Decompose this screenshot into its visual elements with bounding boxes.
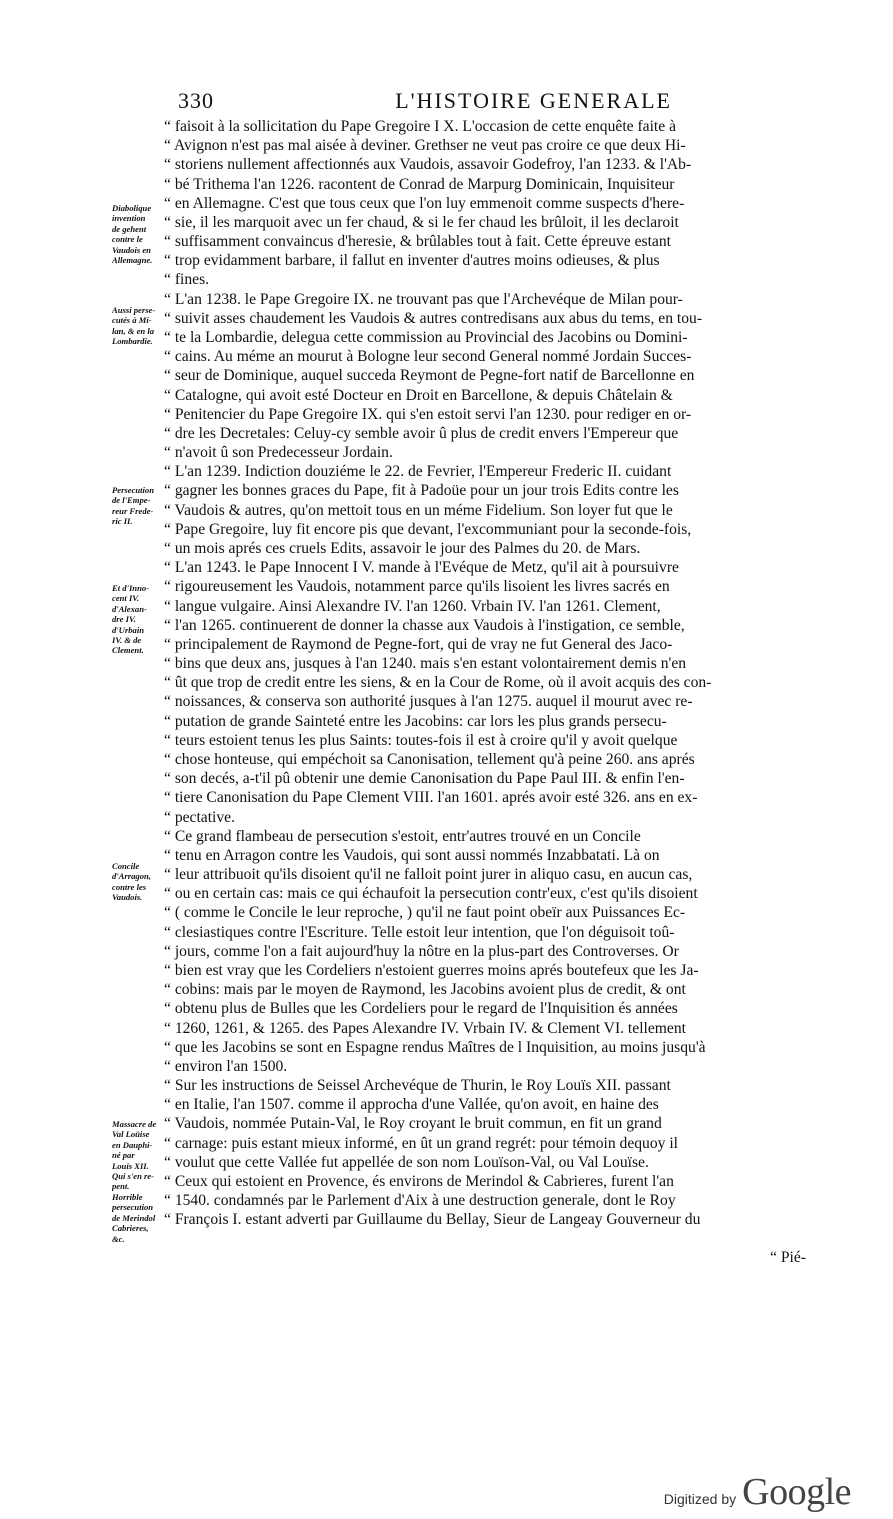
margin-note-line: Cabrieres, [112, 1223, 149, 1234]
margin-note-line: pent. [112, 1181, 130, 1192]
margin-note-line: contre les [112, 881, 147, 892]
margin-note-line: reur Frede- [112, 505, 154, 516]
catchword: “ Pié- [770, 1249, 806, 1266]
text-line: “ son decés, a-t'il pû obtenir une demie Canonisation du Pape Paul III. & enfin l'en- [164, 770, 685, 788]
text-line: “ voulut que cette Vallée fut appellée de son nom Louïson-Val, ou Val Louïse. [164, 1153, 649, 1171]
text-line: “ Penitencier du Pape Gregoire IX. qui s'en estoit servi l'an 1230. pour rediger en or- [164, 405, 692, 423]
margin-note-line: Aussi perse- [112, 305, 156, 315]
text-line: “ chose honteuse, qui empéchoit sa Canonisation, tellement qu'à peine 260. ans aprés [164, 750, 695, 768]
text-line: “ ût que trop de credit entre les siens, & en la Cour de Rome, où il avoit acquis des con- [164, 674, 712, 692]
text-line: “ tiere Canonisation du Pape Clement VIII. l'an 1601. aprés avoir esté 326. ans en ex- [164, 789, 698, 807]
text-line: “ dre les Decretales: Celuy-cy semble avoir û plus de credit envers l'Empereur que [164, 424, 679, 442]
margin-note-line: de l'Empe- [112, 495, 151, 506]
text-line: “ environ l'an 1500. [164, 1057, 288, 1075]
watermark-prefix: Digitized by [663, 1491, 737, 1507]
margin-note-line: Qui s'en re- [112, 1171, 155, 1182]
text-line: “ tenu en Arragon contre les Vaudois, qui sont aussi nommés Inzabbatati. Là on [164, 846, 660, 864]
text-line: “ Pape Gregoire, luy fit encore pis que devant, l'excommuniant pour la seconde-fois, [164, 520, 692, 538]
text-line: “ faisoit à la sollicitation du Pape Gregoire I X. L'occasion de cette enquête faite à [164, 118, 676, 135]
text-line: “ trop evidamment barbare, il fallut en inventer d'autres moins odieuses, & plus [164, 252, 660, 270]
margin-note-line: contre le [112, 234, 143, 245]
running-header [178, 88, 672, 114]
margin-note-line: persecution [112, 1202, 154, 1213]
text-line: “ L'an 1238. le Pape Gregoire IX. ne trouvant pas que l'Archevéque de Milan pour- [164, 290, 683, 308]
google-logo: Google [742, 1471, 851, 1513]
text-line: “ carnage: puis estant mieux informé, en ût un grand regrét: pour témoin dequoy il [164, 1134, 679, 1152]
text-line: “ Avignon n'est pas mal aisée à deviner. Grethser ne veut pas croire ce que deux Hi- [164, 137, 686, 155]
margin-note-line: dre IV. [112, 614, 136, 625]
text-line: “ n'avoit û son Predecesseur Jordain. [164, 444, 393, 462]
text-line: “ que les Jacobins se sont en Espagne rendus Maîtres de l Inquisition, au moins jusqu'à [164, 1038, 706, 1056]
text-line: “ Vaudois, nommée Putain-Val, le Roy croyant le bruit commun, en fit un grand [164, 1115, 662, 1133]
text-line: “ Ce grand flambeau de persecution s'estoit, entr'autres trouvé en un Concile [164, 827, 641, 845]
text-line: “ fines. [164, 271, 210, 289]
text-line: “ Sur les instructions de Seissel Archevéque de Thurin, le Roy Louïs XII. passant [164, 1077, 671, 1094]
page-number: 330 [178, 88, 214, 113]
google-watermark [664, 1470, 851, 1514]
text-line: “ jours, comme l'on a fait aujourd'huy la nôtre en la plus-part des Controverses. Or [164, 942, 679, 960]
margin-note-line: Vaudois. [112, 892, 143, 903]
text-line: “ rigoureusement les Vaudois, notamment parce qu'ils lisoient les livres sacrés en [164, 578, 670, 596]
margin-note-line: Allemagne. [112, 255, 153, 266]
margin-note-line: Persecution [112, 485, 155, 495]
margin-note-line: cutés à Mi- [112, 315, 152, 326]
text-line: “ sie, il les marquoit avec un fer chaud, & si le fer chaud les brûloit, il les declaroit [164, 213, 679, 231]
margin-note-line: d'Urbain [112, 624, 144, 635]
text-line: “ gagner les bonnes graces du Pape, fit à Padoüe pour un jour trois Edits contre les [164, 482, 679, 500]
text-line: “ suffisamment convaincus d'heresie, & brûlables tout à fait. Cette épreuve estant [164, 233, 671, 251]
text-line: “ cobins: mais par le moyen de Raymond, les Jacobins avoient plus de credit, & ont [164, 981, 686, 999]
margin-note-line: Et d'Inno- [112, 583, 150, 593]
text-line: “ bins que deux ans, jusques à l'an 1240. mais s'en estant volontairement demis n'en [164, 655, 687, 672]
text-line: “ te la Lombardie, delegua cette commission au Provincial des Jacobins ou Domini- [164, 329, 688, 346]
margin-note-line: Concile [112, 861, 140, 871]
text-line: “ L'an 1239. Indiction douziéme le 22. de Fevrier, l'Empereur Frederic II. cuidant [164, 463, 672, 481]
text-line: “ cains. Au méme an mourut à Bologne leur second General nommé Jordain Succes- [164, 348, 692, 366]
text-line: “ 1540. condamnés par le Parlement d'Aix à une destruction generale, dont le Roy [164, 1192, 676, 1210]
margin-note-line: cent IV. [112, 593, 140, 604]
margin-note-line: Clement. [112, 645, 144, 656]
text-line: “ storiens nullement affectionnés aux Vaudois, assavoir Godefroy, l'an 1233. & l'Ab- [164, 156, 692, 174]
margin-note-line: Val Loüise [112, 1129, 150, 1140]
text-line: “ obtenu plus de Bulles que les Cordeliers pour le regard de l'Inquisition és années [164, 1000, 678, 1018]
text-line: “ Catalogne, qui avoit esté Docteur en Droit en Barcellone, & depuis Châtelain & [164, 386, 673, 404]
margin-note-line: né par [112, 1150, 135, 1161]
text-line: “ putation de grande Sainteté entre les Jacobins: car lors les plus grands persecu- [164, 712, 667, 730]
text-line: “ ou en certain cas: mais ce qui échaufoit la persecution contr'eux, c'est qu'ils disoient [164, 885, 698, 903]
text-line: “ clesiastiques contre l'Escriture. Telle estoit leur intention, que l'on déguisoit toû- [164, 923, 675, 941]
margin-note-line: lan, & en la [112, 325, 155, 336]
text-line: “ François I. estant adverti par Guillaume du Bellay, Sieur de Langeay Gouverneur du [164, 1211, 701, 1229]
text-line: “ teurs estoient tenus les plus Saints: toutes-fois il est à croire qu'il y avoit quelque [164, 731, 678, 749]
text-line: “ en Italie, l'an 1507. comme il approcha d'une Vallée, qu'on avoit, en haine des [164, 1096, 659, 1114]
text-line: “ seur de Dominique, auquel succeda Reymont de Pegne-fort natif de Barcellonne en [164, 367, 695, 385]
margin-note-line: Horrible [112, 1192, 143, 1202]
margin-note-line: Vaudois en [112, 244, 151, 255]
text-line: “ ( comme le Concile le leur reproche, ) qu'il ne faut point obeïr aux Puissances Ec- [164, 904, 686, 922]
text-line: “ bien est vray que les Cordeliers n'estoient guerres moins aprés boutefeux que les Ja- [164, 961, 699, 979]
margin-note-line: Louis XII. [112, 1160, 149, 1171]
text-line: “ langue vulgaire. Ainsi Alexandre IV. l'an 1260. Vrbain IV. l'an 1261. Clement, [164, 597, 661, 615]
margin-note-line: ric II. [112, 516, 133, 527]
margin-note-line: Massacre de [112, 1119, 157, 1129]
margin-note-line: Diabolique [112, 203, 152, 213]
text-line: “ en Allemagne. C'est que tous ceux que l'on luy emmenoit comme suspects d'here- [164, 194, 685, 212]
text-line: “ suivit asses chaudement les Vaudois & autres contredisans aux abus du tems, en tou- [164, 309, 703, 327]
text-line: “ noissances, & conserva son authorité jusques à l'an 1275. auquel il mourut avec re- [164, 693, 693, 711]
text-line: “ pectative. [164, 808, 235, 826]
margin-note-line: de Merindol [112, 1212, 156, 1223]
text-line: “ bé Trithema l'an 1226. racontent de Conrad de Marpurg Dominicain, Inquisiteur [164, 175, 675, 193]
margin-note-line: d'Arragon, [112, 871, 151, 882]
margin-note-line: &c. [112, 1233, 125, 1244]
text-line: “ un mois aprés ces cruels Edits, assavoir le jour des Palmes du 20. de Mars. [164, 540, 641, 557]
margin-note-line: IV. & de [112, 635, 142, 646]
text-line: “ principalement de Raymond de Pegne-fort, qui de vray ne fut General des Jaco- [164, 635, 673, 653]
text-line: “ Ceux qui estoient en Provence, és environs de Merindol & Cabrieres, furent l'an [164, 1172, 674, 1190]
text-line: “ Vaudois & autres, qu'on mettoit tous en un méme Fidelium. Son loyer fut que le [164, 501, 673, 519]
margin-note-line: en Dauphi- [112, 1139, 153, 1150]
text-line: “ 1260, 1261, & 1265. des Papes Alexandre IV. Vrbain IV. & Clement VI. tellement [164, 1019, 686, 1037]
text-line: “ L'an 1243. le Pape Innocent I V. mande à l'Evéque de Metz, qu'il ait à poursuivre [164, 559, 679, 577]
text-line: “ l'an 1265. continuerent de donner la chasse aux Vaudois à l'instigation, ce semble, [164, 616, 685, 634]
running-title: L'HISTOIRE GENERALE [395, 88, 672, 113]
margin-note-line: invention [112, 213, 146, 224]
margin-note-line: de gehent [112, 223, 147, 234]
margin-note-line: Lombardie. [112, 336, 153, 347]
text-line: “ leur attribuoit qu'ils disoient qu'il ne falloit point jurer in aliquo casu, en aucun cas, [164, 866, 693, 883]
margin-note-line: d'Alexan- [112, 603, 147, 614]
